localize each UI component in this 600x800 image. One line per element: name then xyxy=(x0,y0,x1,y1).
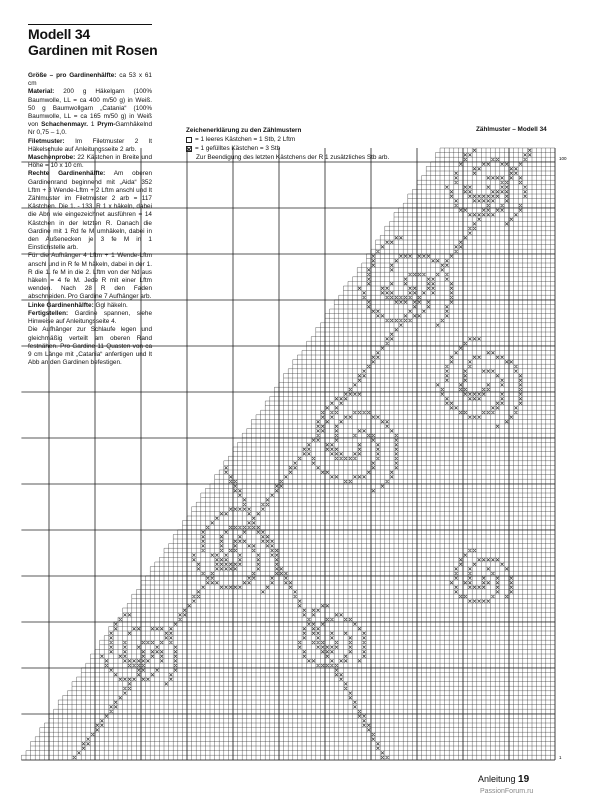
instruction-size: Größe – pro Gardinenhälfte: ca 53 x 61 cm xyxy=(28,72,152,88)
instruction-left-half: Linke Gardinenhälfte: Ggl häkeln. xyxy=(28,301,128,309)
page-footer xyxy=(478,774,529,785)
instruction-tassels: Die Aufhänger zur Schlaufe legen und gleichmäßig verteilt am oberen Rand festnähen. Pro Gardine 11 Quasten von ca 9 cm Länge mit „Catania“ anfertigen und lt Abb an den Gardinen befestigen. xyxy=(28,326,152,367)
instruction-hangers: Für die Aufhänger 4 Lftm + 1 Wende-Lftm anschl und in R fe M häkeln, dabei in der 1. R die 1. fe M in die 2. Lftm von der Nd aus häkeln = 4 fe M. Jede R mit einer Lftm wenden. Nach 28 R den Faden abschneiden. Pro Gardine 7 Aufhänger arb. xyxy=(28,252,152,301)
row-label: 1 xyxy=(559,755,562,760)
grid-cells xyxy=(21,148,555,760)
instruction-material: Material: 200 g Häkelgarn (100% Baumwolle, LL = ca 400 m/50 g) in Weiß. 50 g Baumwollgarn „Catania“ (100% Baumwolle, LL = ca 165 m/50 g) in Weiß von Schachenmayr. 1 Prym-Garnhäkelnd Nr 0,75 – 1,0. xyxy=(28,88,152,137)
page-number: 19 xyxy=(518,774,530,785)
instruction-pattern: Filetmuster: Im Filetmuster 2 lt Häkelschule auf Anleitungsseite 2 arb. xyxy=(28,137,152,153)
instruction-right-half: Rechte Gardinenhälfte: Am oberen Gardinenrand beginnend mit „Aida“ 352 Lftm + 3 Wende-Lftm + 2 Lftm anschl und lt Zählmuster im Filetmuster 2 arb = 117 Kästchen. Die 1. - 133. R 1 x häkeln, dabei die Abn wie eingezeichnet ausführen = 14 Kästchen in der letzten R. Danach die Gardine mit 1 Rd fe M umhäkeln, dabei in den Außenecken je 3 fe M in 1 Einstichstelle arb. xyxy=(28,170,152,252)
legend-note: Zur Beendigung des letzten Kästchens der R 1 zusätzliches Stb arb. xyxy=(196,154,390,161)
chart-title: Zählmuster – Modell 34 xyxy=(476,126,547,133)
legend-empty-label: = 1 leeres Kästchen = 1 Stb, 2 Lftm xyxy=(195,136,296,143)
footer-label: Anleitung xyxy=(478,774,516,784)
legend-heading: Zeichenerklärung zu den Zählmustern xyxy=(186,127,302,134)
instruction-finishing: Fertigstellen: Gardine spannen, siehe Hinweise auf Anleitungsseite 4. xyxy=(28,309,152,326)
instruction-gauge: Maschenprobe: 22 Kästchen in Breite und Höhe = 10 x 10 cm. xyxy=(28,154,152,170)
model-title: Gardinen mit Rosen xyxy=(28,42,158,58)
row-label: 100 xyxy=(559,156,567,161)
legend-filled-label: = 1 gefülltes Kästchen = 3 Stb xyxy=(195,145,281,152)
watermark: PassionForum.ru xyxy=(480,788,534,795)
model-number: Modell 34 xyxy=(28,26,90,42)
